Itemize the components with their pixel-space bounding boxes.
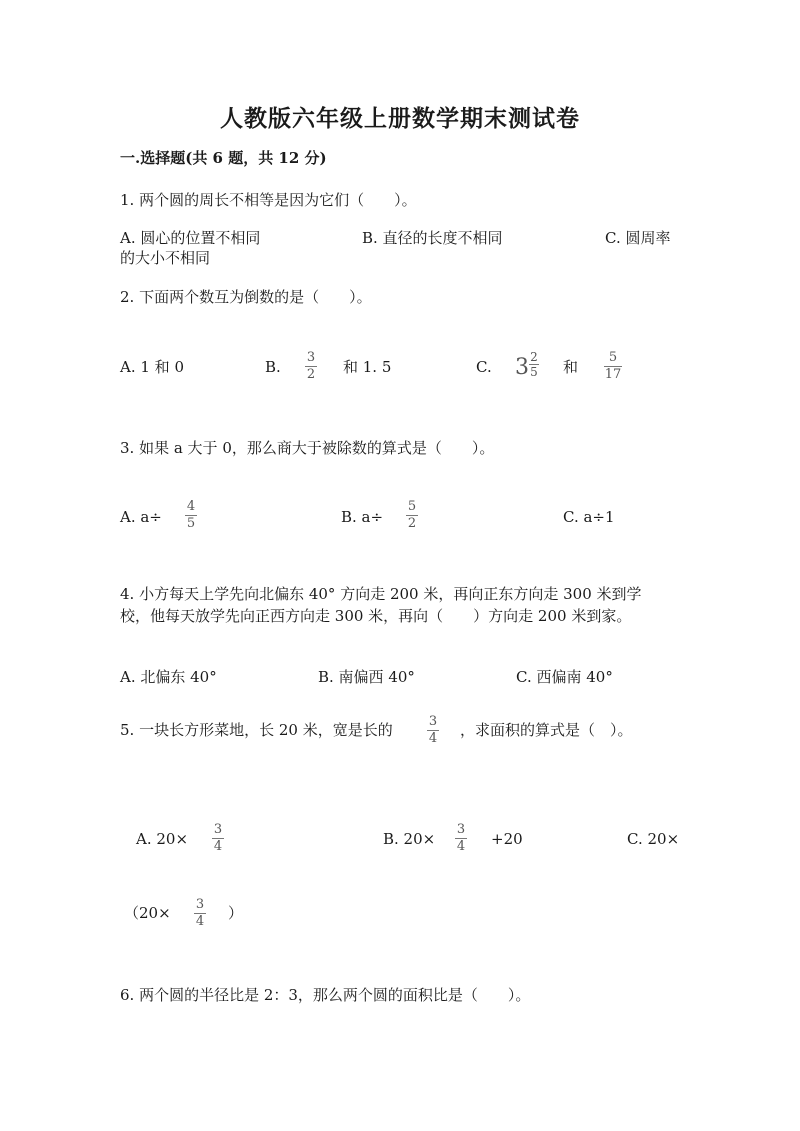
question-5-option-c-fraction [194,898,206,929]
question-4-option-c: C. 西偏南 40° [516,668,613,686]
question-1-stem: 1. 两个圆的周长不相等是因为它们（ ）。 [120,191,417,209]
fraction-numerator: 4 [186,499,196,514]
question-5-option-b-label: B. 20× [383,830,436,848]
question-3-option-c: C. a÷1 [563,508,615,526]
question-1-option-c: C. 圆周率 [605,229,671,247]
question-5-option-c-continued-post: ） [228,904,244,922]
question-2-option-b-label: B. [265,358,281,376]
question-2-option-c-whole: 3 [515,355,529,380]
question-2-option-b-tail: 和 1. 5 [343,358,392,376]
fraction-denominator: 4 [428,731,438,746]
question-3-option-a-label: A. a÷ [120,508,162,526]
fraction-denominator: 2 [306,367,316,382]
question-3-option-b-label: B. a÷ [341,508,384,526]
fraction-numerator: 3 [195,897,205,912]
section-heading: 一.选择题(共 6 题，共 12 分) [120,149,327,167]
question-2-option-c-mid: 和 [563,358,579,376]
question-5-option-b-fraction [455,823,467,854]
question-5-option-c-continued-pre: （20× [124,904,171,922]
question-5-stem-pre: 5. 一块长方形菜地，长 20 米，宽是长的 [120,721,393,739]
question-2-option-c-fraction [529,351,539,378]
question-2-option-c-fraction-2 [604,351,622,382]
question-1-option-c-continued: 的大小不相同 [120,249,211,267]
question-3-option-b-fraction [406,500,418,531]
question-1-option-b: B. 直径的长度不相同 [362,229,503,247]
question-5-stem-fraction [427,715,439,746]
question-2-option-c-label: C. [476,358,492,376]
question-1-option-a: A. 圆心的位置不相同 [120,229,261,247]
fraction-numerator: 3 [428,714,438,729]
question-6-stem: 6. 两个圆的半径比是 2：3，那么两个圆的面积比是（ ）。 [120,986,531,1004]
question-5-stem-post: ，求面积的算式是（ ）。 [460,721,633,739]
fraction-numerator: 3 [213,822,223,837]
fraction-denominator: 5 [186,516,196,531]
fraction-numerator: 5 [608,350,618,365]
fraction-denominator: 2 [407,516,417,531]
question-4-stem-line-1: 4. 小方每天上学先向北偏东 40° 方向走 200 米，再向正东方向走 300 米到学 [120,585,642,603]
page-title: 人教版六年级上册数学期末测试卷 [220,105,580,132]
fraction-denominator: 4 [195,914,205,929]
question-2-option-a: A. 1 和 0 [120,358,184,376]
fraction-numerator: 3 [456,822,466,837]
question-3-stem: 3. 如果 a 大于 0，那么商大于被除数的算式是（ ）。 [120,439,495,457]
fraction-denominator: 17 [604,367,622,382]
fraction-numerator: 3 [306,350,316,365]
fraction-denominator: 5 [530,365,538,379]
question-5-option-c-label: C. 20× [627,830,680,848]
question-2-stem: 2. 下面两个数互为倒数的是（ ）。 [120,288,372,306]
fraction-numerator: 2 [530,350,538,364]
fraction-numerator: 5 [407,499,417,514]
question-5-option-a-fraction [212,823,224,854]
question-4-stem-line-2: 校，他每天放学先向正西方向走 300 米，再向（ ）方向走 200 米到家。 [120,607,632,625]
question-2-option-b-fraction [305,351,317,382]
question-5-option-b-tail: +20 [491,830,523,848]
question-3-option-a-fraction [185,500,197,531]
question-5-option-a-label: A. 20× [136,830,189,848]
question-4-option-a: A. 北偏东 40° [120,668,217,686]
question-4-option-b: B. 南偏西 40° [318,668,415,686]
fraction-denominator: 4 [456,839,466,854]
fraction-denominator: 4 [213,839,223,854]
